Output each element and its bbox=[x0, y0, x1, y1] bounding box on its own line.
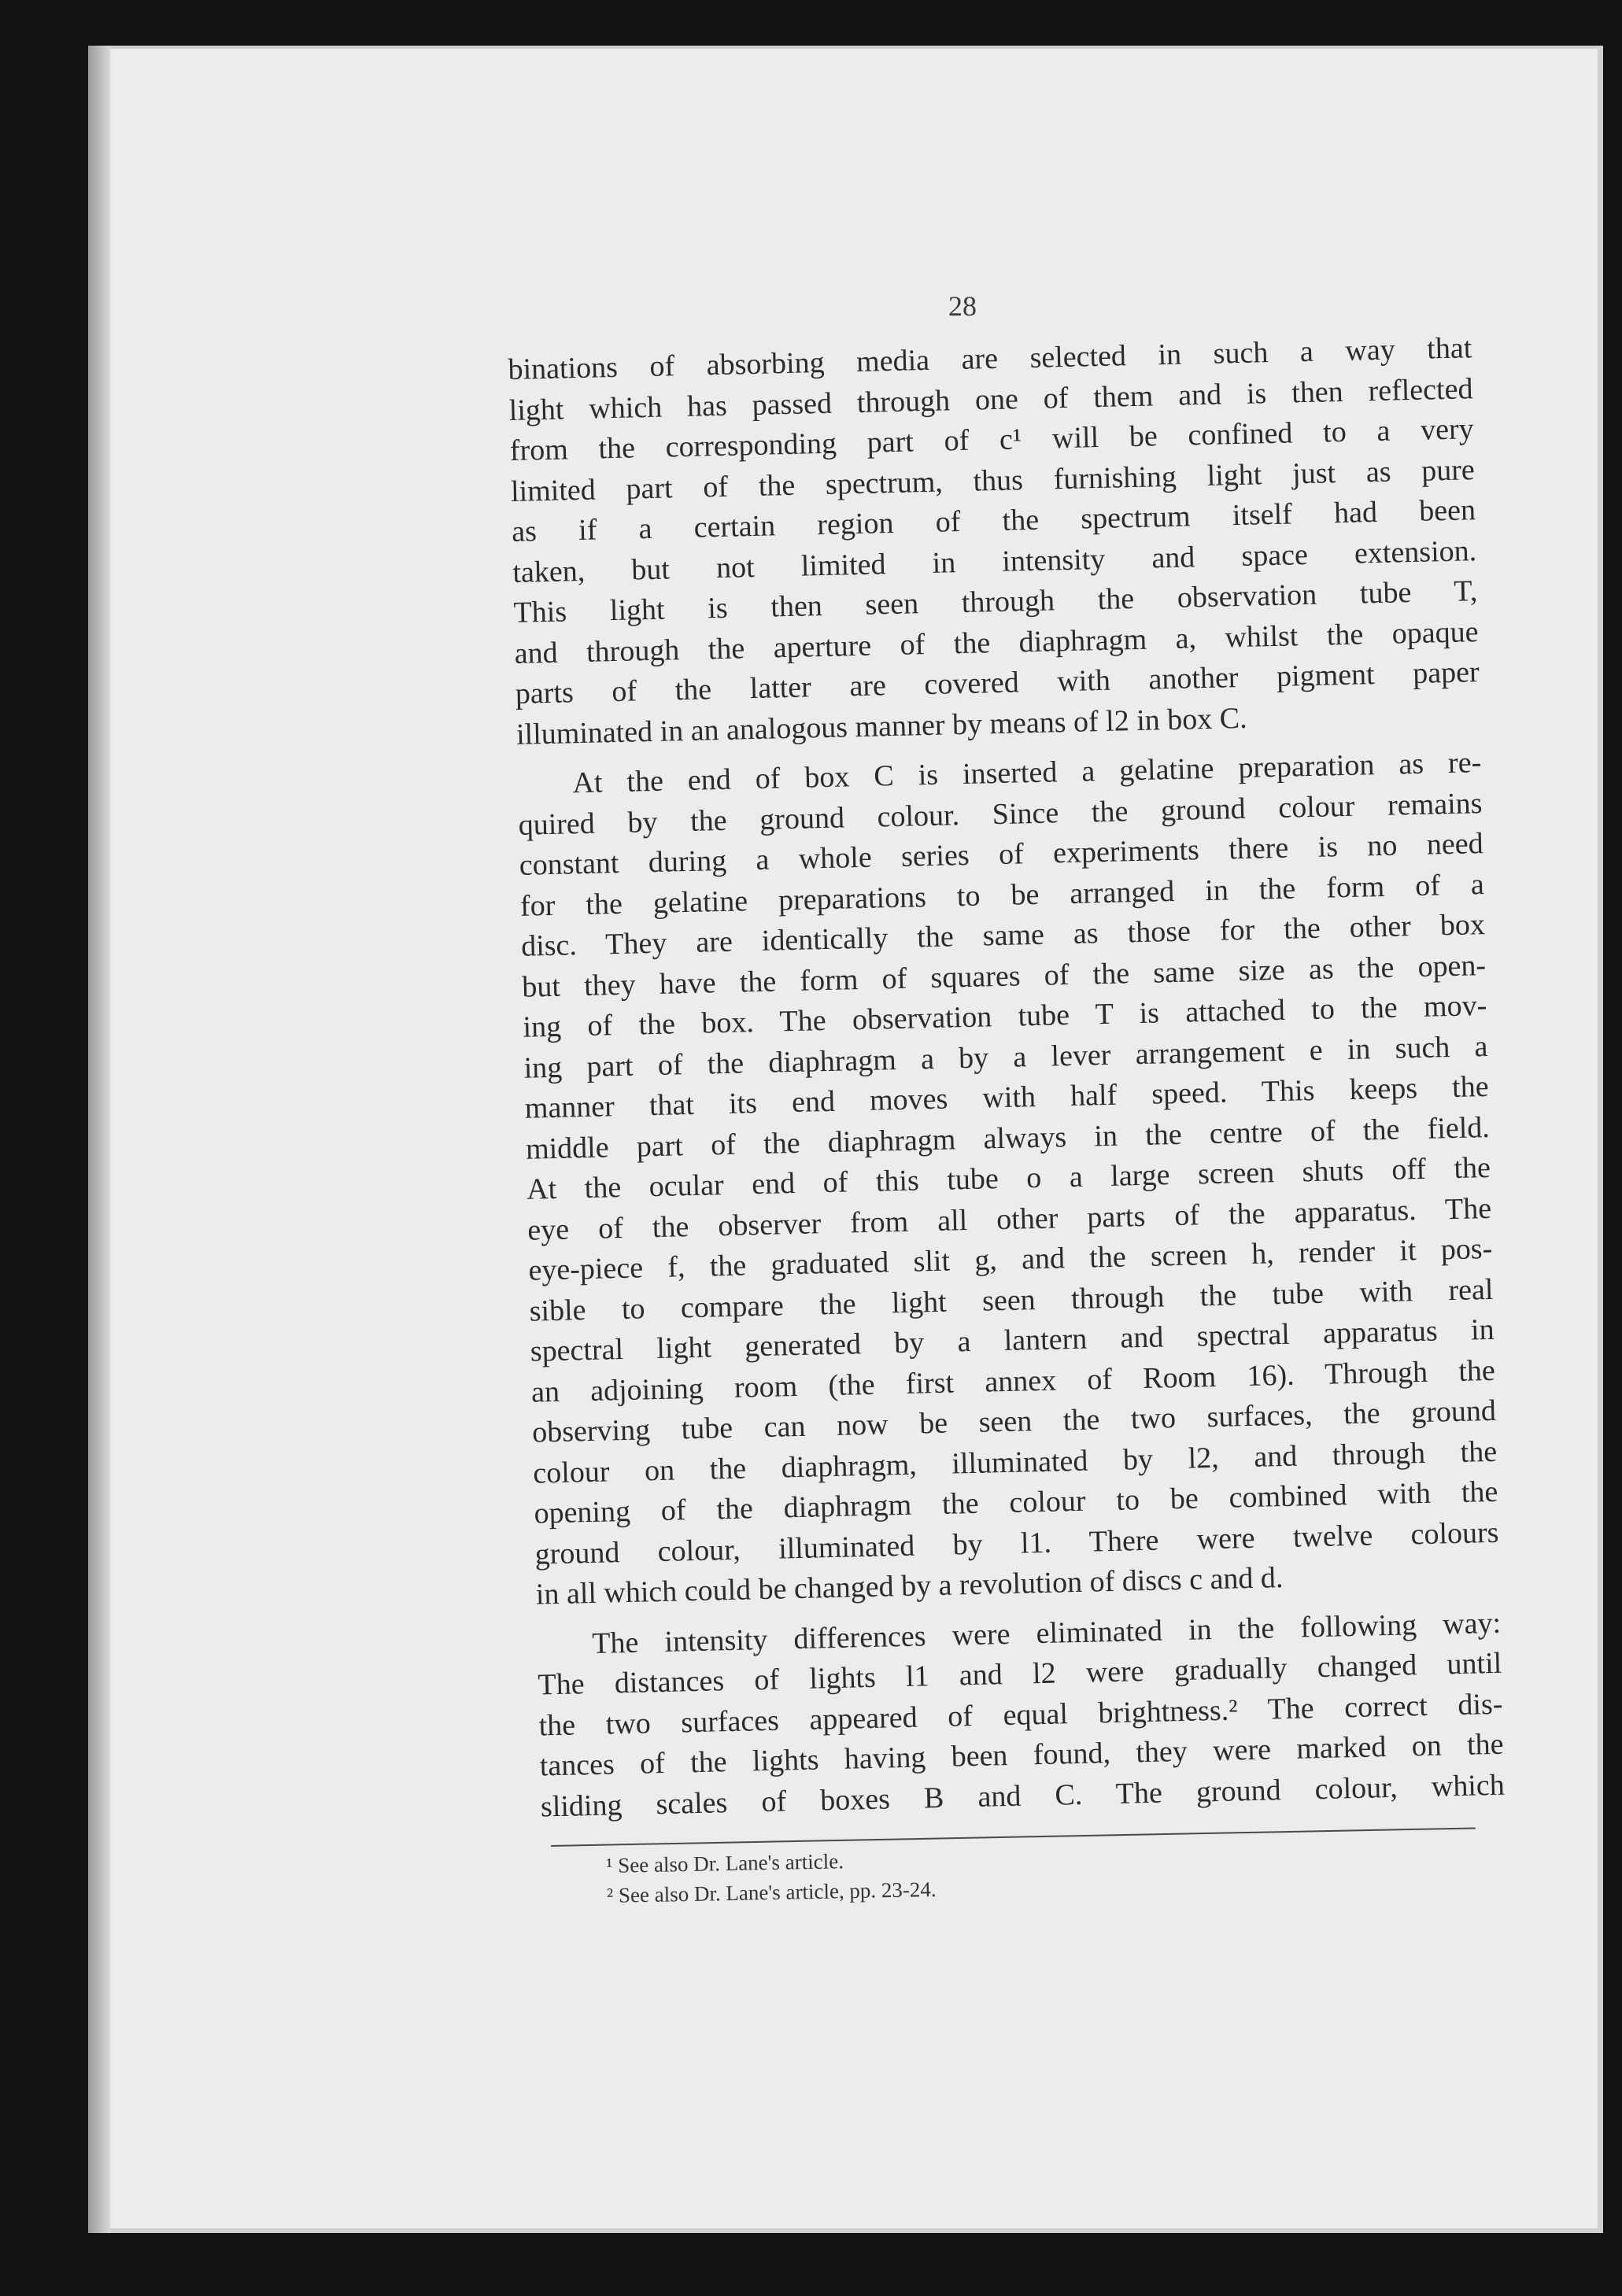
paragraph-2 bbox=[517, 743, 1500, 1615]
text-line: ground colour, illuminated by l1. There were twelve colours bbox=[534, 1515, 1499, 1571]
text-line: opening of the diaphragm the colour to be combined with the bbox=[534, 1475, 1498, 1530]
text-line: The distances of lights l1 and l2 were gradually changed until bbox=[538, 1646, 1502, 1702]
text-line: observing tube can now be seen the two surfaces, the ground bbox=[531, 1393, 1497, 1449]
body-text bbox=[508, 328, 1505, 1827]
text-line: in all which could be changed by a revolution of discs c and d. bbox=[535, 1561, 1284, 1611]
text-line: but they have the form of squares of the same size as the open- bbox=[521, 948, 1487, 1004]
text-line: middle part of the diaphragm always in the centre of the field. bbox=[525, 1110, 1491, 1166]
text-line: This light is then seen through the observation tube T, bbox=[513, 574, 1478, 629]
text-line: At the end of box C is inserted a gelatine preparation as re- bbox=[572, 746, 1482, 800]
text-line: light which has passed through one of them and is then reflected bbox=[508, 371, 1473, 427]
text-line: At the ocular end of this tube o a large screen shuts off the bbox=[526, 1150, 1491, 1206]
text-line: disc. They are identically the same as those for the other box bbox=[520, 908, 1486, 963]
paragraph-3 bbox=[537, 1603, 1506, 1827]
text-line: for the gelatine preparations to be arranged in the form of a bbox=[519, 867, 1485, 923]
text-line: sliding scales of boxes B and C. The ground colour, which bbox=[540, 1768, 1506, 1824]
text-line: an adjoining room (the first annex of Room 16). Through the bbox=[530, 1353, 1496, 1409]
footnote-2: ² See also Dr. Lane's article, pp. 23-24. bbox=[606, 1877, 937, 1907]
text-line: ing part of the diaphragm a by a lever arrangement e in such a bbox=[523, 1029, 1488, 1085]
page-binding-edge bbox=[88, 46, 110, 2233]
text-line: eye of the observer from all other parts of the apparatus. The bbox=[527, 1191, 1492, 1247]
text-line: eye-piece f, the graduated slit g, and the screen h, render it pos- bbox=[528, 1231, 1493, 1287]
footnote-1: ¹ See also Dr. Lane's article. bbox=[606, 1849, 844, 1877]
text-line: illuminated in an analogous manner by means of l2 in box C. bbox=[515, 701, 1248, 751]
text-line: binations of absorbing media are selected in such a way that bbox=[508, 331, 1472, 386]
text-line: as if a certain region of the spectrum itself had been bbox=[511, 493, 1476, 548]
footnotes bbox=[606, 1844, 937, 1910]
text-line: constant during a whole series of experiments there is no need bbox=[519, 827, 1484, 882]
text-line: taken, but not limited in intensity and space extension. bbox=[512, 533, 1477, 589]
text-line: The intensity differences were eliminated in the following way: bbox=[591, 1606, 1502, 1660]
text-line: spectral light generated by a lantern and spectral apparatus in bbox=[530, 1312, 1495, 1368]
text-line: sible to compare the light seen through the tube with real bbox=[529, 1272, 1494, 1328]
text-line: parts of the latter are covered with another pigment paper bbox=[515, 655, 1480, 711]
text-line: colour on the diaphragm, illuminated by l2, and through the bbox=[532, 1434, 1498, 1490]
text-line: quired by the ground colour. Since the ground colour remains bbox=[518, 786, 1483, 842]
text-line: from the corresponding part of c¹ will be confined to a very bbox=[509, 412, 1475, 467]
page-number: 28 bbox=[948, 290, 977, 322]
text-line: manner that its end moves with half speed. This keeps the bbox=[524, 1069, 1490, 1125]
text-line: ing of the box. The observation tube T is attached to the mov- bbox=[523, 988, 1487, 1044]
text-line: limited part of the spectrum, thus furnishing light just as pure bbox=[510, 452, 1476, 508]
paragraph-1 bbox=[508, 328, 1480, 755]
text-line: the two surfaces appeared of equal brightness.² The correct dis- bbox=[538, 1687, 1503, 1743]
text-line: tances of the lights having been found, they were marked on the bbox=[539, 1727, 1504, 1783]
text-line: and through the aperture of the diaphragm a, whilst the opaque bbox=[514, 615, 1479, 670]
